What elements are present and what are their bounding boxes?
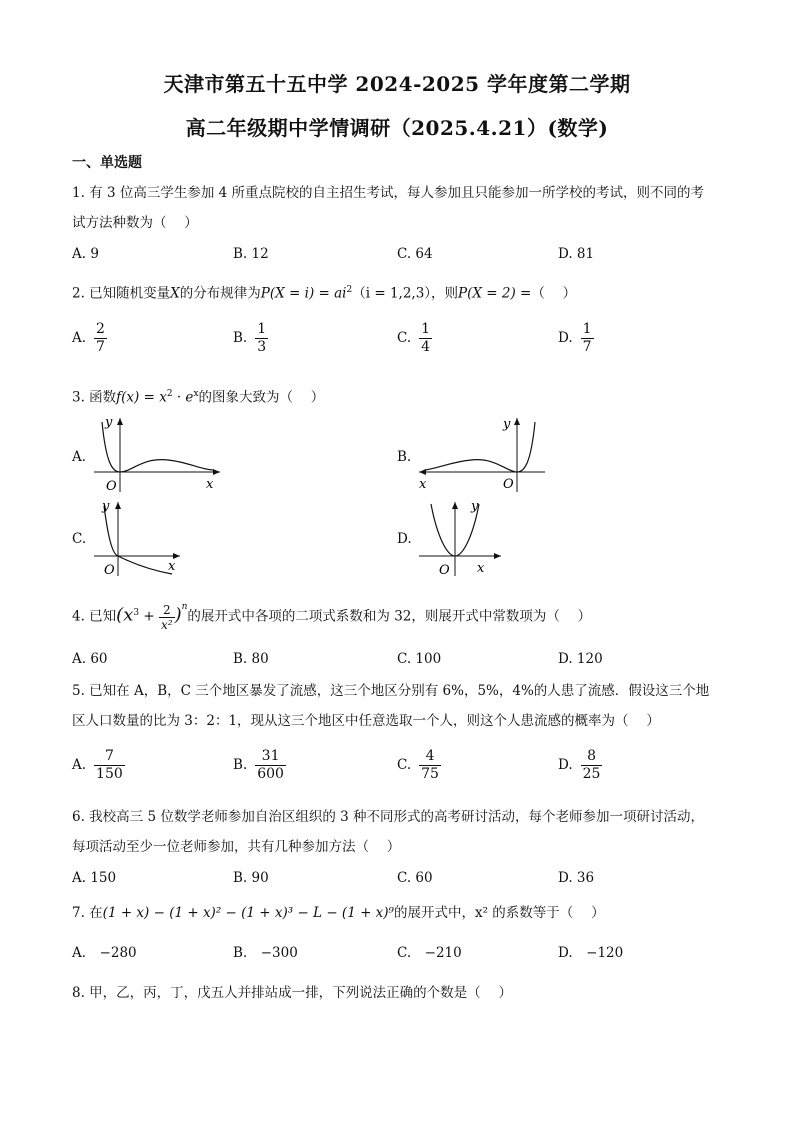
q1-line1: 1. 有 3 位高三学生参加 4 所重点院校的自主招生考试，每人参加且只能参加一所学校的考试，则不同的考	[72, 185, 705, 201]
section-title: 一、单选题	[72, 155, 142, 171]
q4-option-b: B. 80	[233, 651, 269, 667]
q2-cond: （i = 1,2,3）	[352, 285, 432, 302]
q2-suffix: （ ）	[531, 285, 577, 302]
q2-option-c-num: 1	[421, 321, 431, 337]
q5-option-d	[558, 748, 602, 783]
q3-graph-a	[90, 412, 230, 494]
q3-graph-b	[415, 412, 550, 494]
q5-option-a-letter: A.	[72, 757, 87, 773]
x-label: x	[206, 477, 214, 492]
q5-option-c-letter: C.	[397, 757, 412, 773]
y-axis-arrow	[452, 502, 458, 509]
q5-option-a-den: 150	[96, 766, 123, 782]
q3-stem	[72, 385, 324, 407]
q2-prefix: 2. 已知随机变量	[72, 285, 171, 302]
y-axis-arrow	[117, 418, 123, 425]
q2-option-d-frac	[581, 321, 594, 356]
q4-suffix: 的展开式中各项的二项式系数和为 32，则展开式中常数项为（ ）	[187, 608, 592, 625]
q3-prefix: 3. 函数	[72, 389, 117, 406]
exam-title-line2: 高二年级期中学情调研（2025.4.21）(数学)	[185, 116, 609, 140]
q2-option-d-letter: D.	[558, 330, 573, 346]
q4-stem	[72, 602, 591, 632]
q4-prefix: 4. 已知	[72, 608, 117, 625]
q2-option-a-num: 2	[96, 321, 105, 337]
q5-option-b-letter: B.	[233, 757, 248, 773]
y-label: y	[102, 499, 110, 514]
q2-option-b-den: 3	[257, 339, 267, 355]
q5-option-c-den: 75	[421, 766, 439, 782]
y-label: y	[105, 415, 113, 430]
q5-option-b-num: 31	[255, 748, 286, 766]
q5-option-d-frac	[581, 748, 603, 783]
q7-suffix: 的展开式中，x² 的系数等于（ ）	[393, 905, 605, 921]
q4-paren-close: )	[174, 604, 182, 626]
curve	[425, 422, 535, 472]
q4-option-d: D. 120	[558, 651, 603, 667]
q5-option-d-letter: D.	[558, 757, 573, 773]
q4-option-c: C. 100	[397, 651, 442, 667]
x-label: x	[477, 561, 485, 576]
q3-sup2: x	[193, 389, 199, 399]
q1-option-a: A. 9	[72, 246, 99, 262]
q6-option-a: A. 150	[72, 870, 117, 886]
y-axis-arrow	[115, 502, 121, 509]
q4-frac	[159, 603, 175, 632]
q7-option-c: C. −210	[397, 945, 462, 961]
q3-suffix: 的图象大致为（ ）	[198, 389, 325, 406]
q1-option-b: B. 12	[233, 246, 269, 262]
q2-option-d-num: 1	[582, 321, 592, 337]
q2-option-c-den: 4	[421, 339, 431, 355]
q5-option-c-frac	[419, 748, 441, 783]
exam-title-line1: 天津市第五十五中学 2024-2025 学年度第二学期	[163, 72, 631, 96]
q7-option-b: B. −300	[233, 945, 298, 961]
q5-option-b	[233, 748, 286, 783]
x-axis-arrow	[494, 553, 501, 559]
q2-option-a-den: 7	[96, 339, 105, 355]
y-label: y	[471, 499, 479, 514]
q2-option-b-num: 1	[257, 321, 267, 337]
q2-option-b-letter: B.	[233, 330, 248, 346]
x-label: x	[168, 559, 176, 574]
q6-line1: 6. 我校高三 5 位数学老师参加自治区组织的 3 种不同形式的高考研讨活动，每个老师参加一项研讨活动，	[72, 809, 705, 825]
q4-frac-den: x²	[161, 617, 173, 632]
q4-paren-open: (x	[116, 604, 134, 626]
origin-label: O	[503, 477, 514, 492]
q2-option-c-frac	[419, 321, 432, 356]
q6-option-d: D. 36	[558, 870, 595, 886]
q5-option-a-frac	[94, 748, 125, 783]
q4-plus: +	[139, 608, 159, 625]
q2-option-d-den: 7	[582, 339, 592, 355]
q2-formula2: P(X = 2) =	[458, 285, 532, 302]
y-label: y	[503, 417, 511, 432]
q4-sup-a: 3	[133, 608, 140, 618]
q6-option-b: B. 90	[233, 870, 269, 886]
q2-var: X	[170, 285, 180, 302]
q3-option-d-label: D.	[397, 531, 412, 547]
q2-option-a-letter: A.	[72, 330, 87, 346]
q5-line1: 5. 已知在 A，B，C 三个地区暴发了流感，这三个地区分别有 6%，5%，4%的人患了流感．假设这三个地	[72, 683, 710, 699]
q3-dot: · e	[172, 389, 194, 406]
q2-option-a	[72, 321, 107, 356]
q2-option-b-frac	[255, 321, 268, 356]
q5-option-c	[397, 748, 441, 783]
origin-label: O	[106, 479, 117, 494]
q2-mid2: ，则	[431, 285, 459, 302]
q5-option-a-num: 7	[94, 748, 125, 766]
q2-sup: 2	[346, 285, 353, 295]
q3-sup1: 2	[166, 389, 173, 399]
q2-mid1: 的分布规律为	[179, 285, 261, 302]
q3-option-b-label: B.	[397, 449, 412, 465]
x-axis-arrow	[419, 469, 426, 475]
y-axis-arrow	[514, 418, 520, 425]
q3-formula: f(x) = x	[116, 389, 167, 406]
q5-line2: 区人口数量的比为 3：2：1，现从这三个地区中任意选取一个人，则这个人患流感的概率为（ ）	[72, 713, 660, 729]
q5-option-d-den: 25	[582, 766, 601, 782]
q3-option-c-label: C.	[72, 531, 87, 547]
q3-graph-d	[415, 496, 515, 578]
origin-label: O	[439, 563, 450, 578]
q2-formula: P(X = i) = ai	[260, 285, 347, 302]
q1-option-c: C. 64	[397, 246, 433, 262]
q4-option-a: A. 60	[72, 651, 108, 667]
q6-line2: 每项活动至少一位老师参加，共有几种参加方法（ ）	[72, 839, 401, 855]
q7-formula: (1 + x) − (1 + x)² − (1 + x)³ − L − (1 + x)⁹	[102, 905, 394, 921]
q5-option-b-den: 600	[257, 766, 284, 782]
q1-option-d: D. 81	[558, 246, 595, 262]
q2-option-a-frac	[94, 321, 107, 356]
q3-graph-c	[90, 496, 190, 578]
curve	[102, 422, 214, 472]
q2-option-c	[397, 321, 432, 356]
q5-option-d-num: 8	[581, 748, 603, 766]
q7-prefix: 7. 在	[72, 905, 103, 921]
x-label: x	[419, 477, 427, 492]
q7-option-d: D. −120	[558, 945, 624, 961]
q2-option-c-letter: C.	[397, 330, 412, 346]
q2-option-d	[558, 321, 594, 356]
q7-stem	[72, 904, 605, 922]
q2-option-b	[233, 321, 268, 356]
q1-line2: 试方法种数为（ ）	[72, 215, 198, 231]
x-axis-arrow	[213, 469, 220, 475]
q7-option-a: A. −280	[72, 945, 137, 961]
q5-option-b-frac	[255, 748, 286, 783]
origin-label: O	[104, 563, 115, 578]
q2-stem	[72, 281, 576, 303]
q6-option-c: C. 60	[397, 870, 433, 886]
q5-option-a	[72, 748, 125, 783]
q4-sup-n: n	[181, 602, 188, 612]
q3-option-a-label: A.	[72, 449, 87, 465]
q4-frac-num: 2	[159, 603, 175, 618]
q8-line1: 8. 甲，乙，丙，丁，戊五人并排站成一排，下列说法正确的个数是（ ）	[72, 985, 512, 1001]
q5-option-c-num: 4	[419, 748, 441, 766]
